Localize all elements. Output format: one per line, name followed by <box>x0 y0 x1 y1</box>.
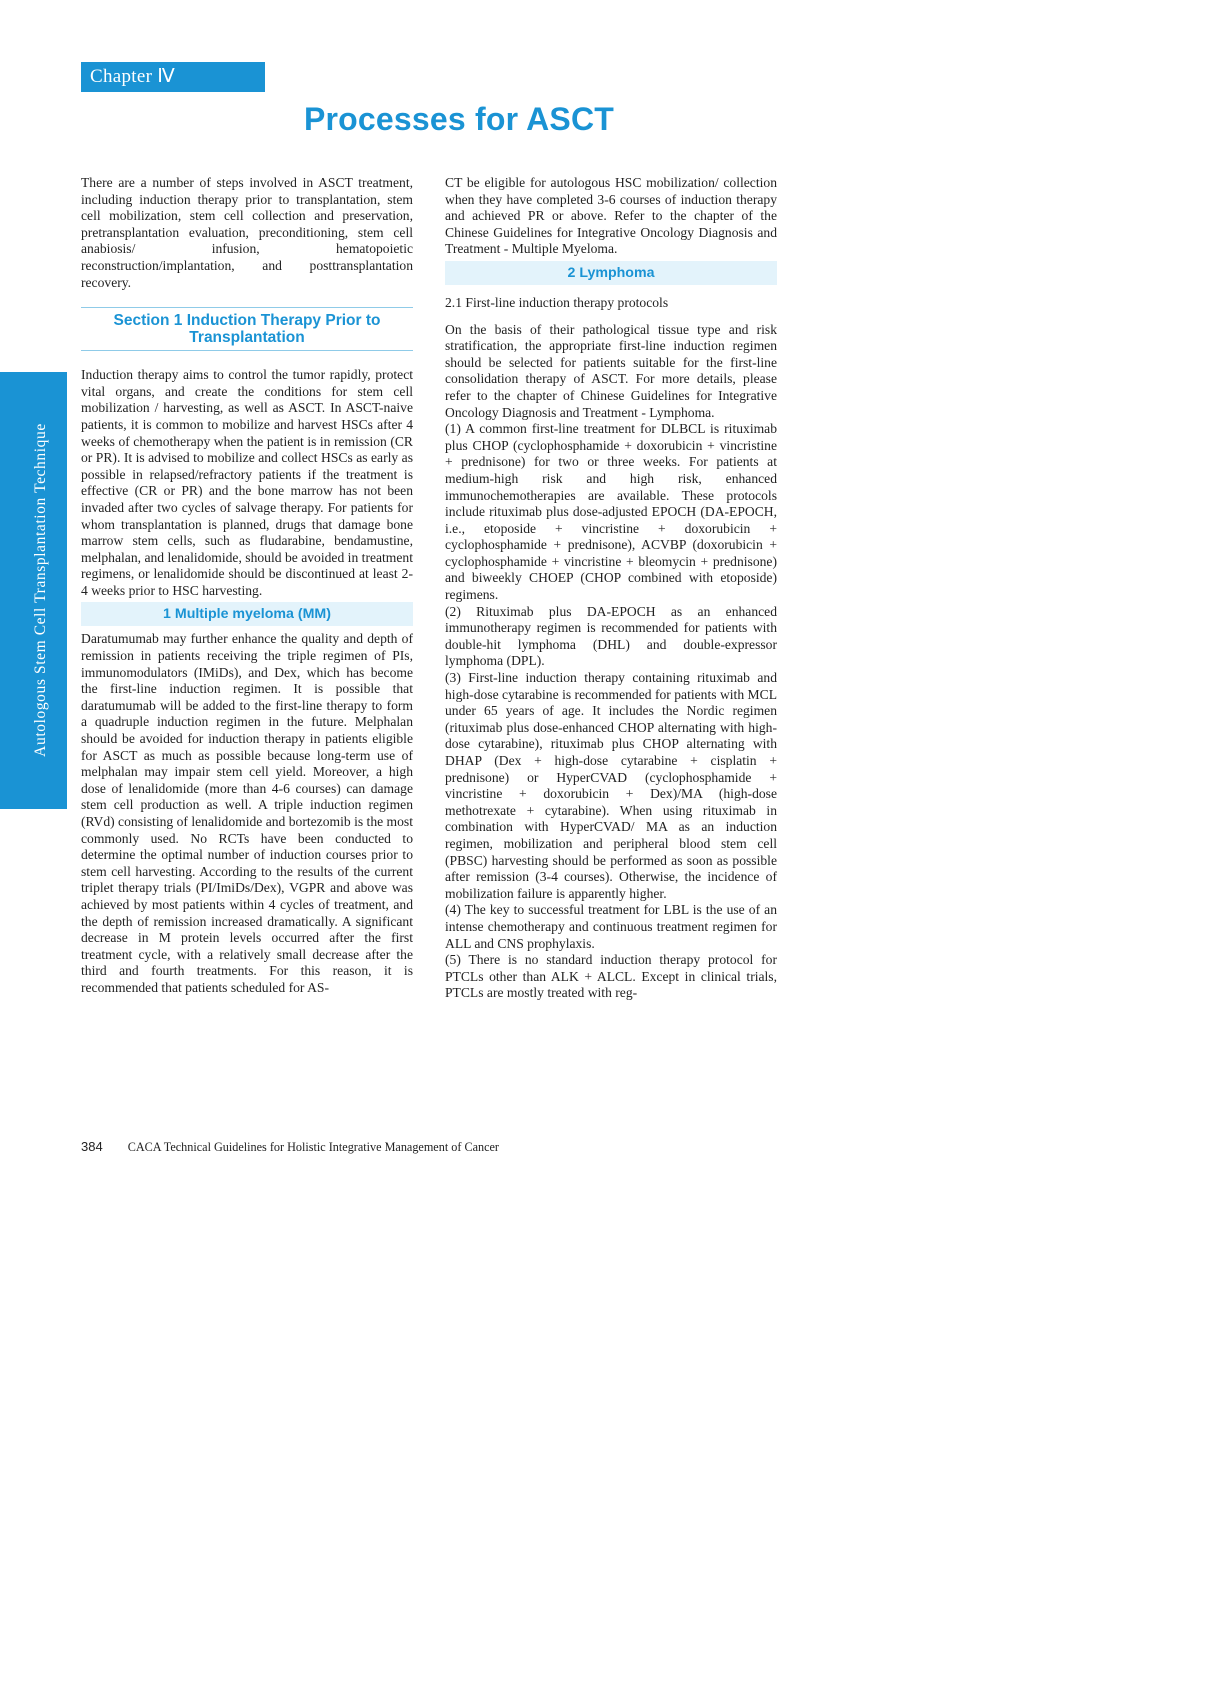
section-paragraph: Induction therapy aims to control the tumor rapidly, protect vital organs, and create the conditions for stem cell mobilization / harvesting, as well as ASCT. In ASCT-naive patients, it is common to mobilize and harvest HSCs after 4 weeks of chemotherapy when the patient is in remission (CR or PR). It is advised to mobilize and collect HSCs as early as possible in relapsed/refractory patients if the treatment is effective (CR or PR) and the bone marrow has not been invaded after two cycles of salvage therapy. For patients for whom transplantation is planned, drugs that damage bone marrow stem cells, such as fludarabine, bendamustine, melphalan, and lenalidomide, should be avoided in treatment regimens, or lenalidomide should be discontinued at least 2-4 weeks prior to HSC harvesting. <box>81 367 413 598</box>
list-item-4: (4) The key to successful treatment for LBL is the use of an intense chemotherapy and continuous treatment regimen for ALL and CNS prophylaxis. <box>445 902 777 951</box>
list-item-5: (5) There is no standard induction therapy protocol for PTCLs other than ALK + ALCL. Except in clinical trials, PTCLs are mostly treated with reg- <box>445 952 777 1001</box>
page-footer <box>81 1139 499 1155</box>
lymphoma-intro-paragraph: On the basis of their pathological tissue type and risk stratification, the appropriate first-line induction regimen should be selected for patients suitable for the first-line consolidation therapy of ASCT. For more details, please refer to the chapter of Chinese Guidelines for Integrative Oncology Diagnosis and Treatment - Lymphoma. <box>445 321 777 420</box>
subsection-heading-mm: 1 Multiple myeloma (MM) <box>81 602 413 626</box>
chapter-label: Chapter Ⅳ <box>81 62 265 92</box>
list-item-3: (3) First-line induction therapy containing rituximab and high-dose cytarabine is recommended for patients with MCL under 65 years of age. It includes the Nordic regimen (rituximab plus dose-enhanced CHOP alternating with high-dose cytarabine), rituximab plus CHOP alternating with DHAP (Dex + high-dose cytarabine + cisplatin + prednisone) or HyperCVAD (cyclophosphamide + vincristine + doxorubicin + Dex)/MA (high-dose methotrexate + cytarabine). When using rituximab in combination with HyperCVAD/ MA as an induction regimen, mobilization and peripheral blood stem cell (PBSC) harvesting should be performed as soon as possible after remission (3-4 courses). Otherwise, the incidence of mobilization failure is apparently higher. <box>445 670 777 901</box>
page-number: 384 <box>81 1139 103 1154</box>
sub-subsection-heading: 2.1 First-line induction therapy protocols <box>445 294 669 310</box>
left-column <box>81 175 413 997</box>
list-item-1: (1) A common first-line treatment for DLBCL is rituximab plus CHOP (cyclophosphamide + doxorubicin + vincristine + prednisone) for two or three weeks. For patients at medium-high risk and high risk, enhanced immunochemotherapies are available. These protocols include rituximab plus dose-adjusted EPOCH (DA-EPOCH, i.e., etoposide + vincristine + doxorubicin + cyclophosphamide + prednisone), ACVBP (doxorubicin + cyclophosphamide + vincristine + bleomycin + prednisone) and biweekly CHOEP (CHOP combined with etoposide) regimens. <box>445 421 777 603</box>
running-title: CACA Technical Guidelines for Holistic Integrative Management of Cancer <box>127 1140 499 1154</box>
mm-continued-paragraph: CT be eligible for autologous HSC mobilization/ collection when they have completed 3-6 courses of induction therapy and achieved PR or above. Refer to the chapter of the Chinese Guidelines for Integrative Oncology Diagnosis and Treatment - Multiple Myeloma. <box>445 175 777 257</box>
right-column <box>445 175 777 1002</box>
side-tab-label: Autologous Stem Cell Transplantation Technique <box>32 423 49 757</box>
list-item-2: (2) Rituximab plus DA-EPOCH as an enhanced immunotherapy regimen is recommended for patients with double-hit lymphoma (DHL) and double-expressor lymphoma (DPL). <box>445 603 777 669</box>
page-title: Processes for ASCT <box>303 101 615 137</box>
subsection-heading-lymphoma: 2 Lymphoma <box>445 261 777 285</box>
intro-paragraph: There are a number of steps involved in ASCT treatment, including induction therapy prior to transplantation, stem cell mobilization, stem cell collection and preservation, pretransplantation evaluation, preconditioning, stem cell anabiosis/ infusion, hematopoietic reconstruction/implantation, and posttransplantation recovery. <box>81 175 413 290</box>
section-heading: Section 1 Induction Therapy Prior to Transplantation <box>81 307 413 351</box>
mm-paragraph: Daratumumab may further enhance the quality and depth of remission in patients receiving the triple regimen of PIs, immunomodulators (IMiDs), and Dex, which has become the first-line induction regimen. It is possible that daratumumab will be added to the first-line therapy to form a quadruple induction regimen in the future. Melphalan should be avoided for induction therapy in patients eligible for ASCT as much as possible because long-term use of melphalan may impair stem cell yield. Moreover, a high dose of lenalidomide (more than 4-6 courses) can damage stem cell production as well. A triple induction regimen (RVd) consisting of lenalidomide and bortezomib is the most commonly used. No RCTs have been conducted to determine the optimal number of induction courses prior to stem cell harvesting. According to the results of the current triplet therapy trials (PI/ImiDs/Dex), VGPR and above was achieved by most patients within 4 cycles of treatment, and the depth of remission increased dramatically. A significant decrease in M protein levels occurred after the first treatment cycle, with a relatively small decrease after the third and fourth treatments. For this reason, it is recommended that patients scheduled for AS- <box>81 631 413 995</box>
